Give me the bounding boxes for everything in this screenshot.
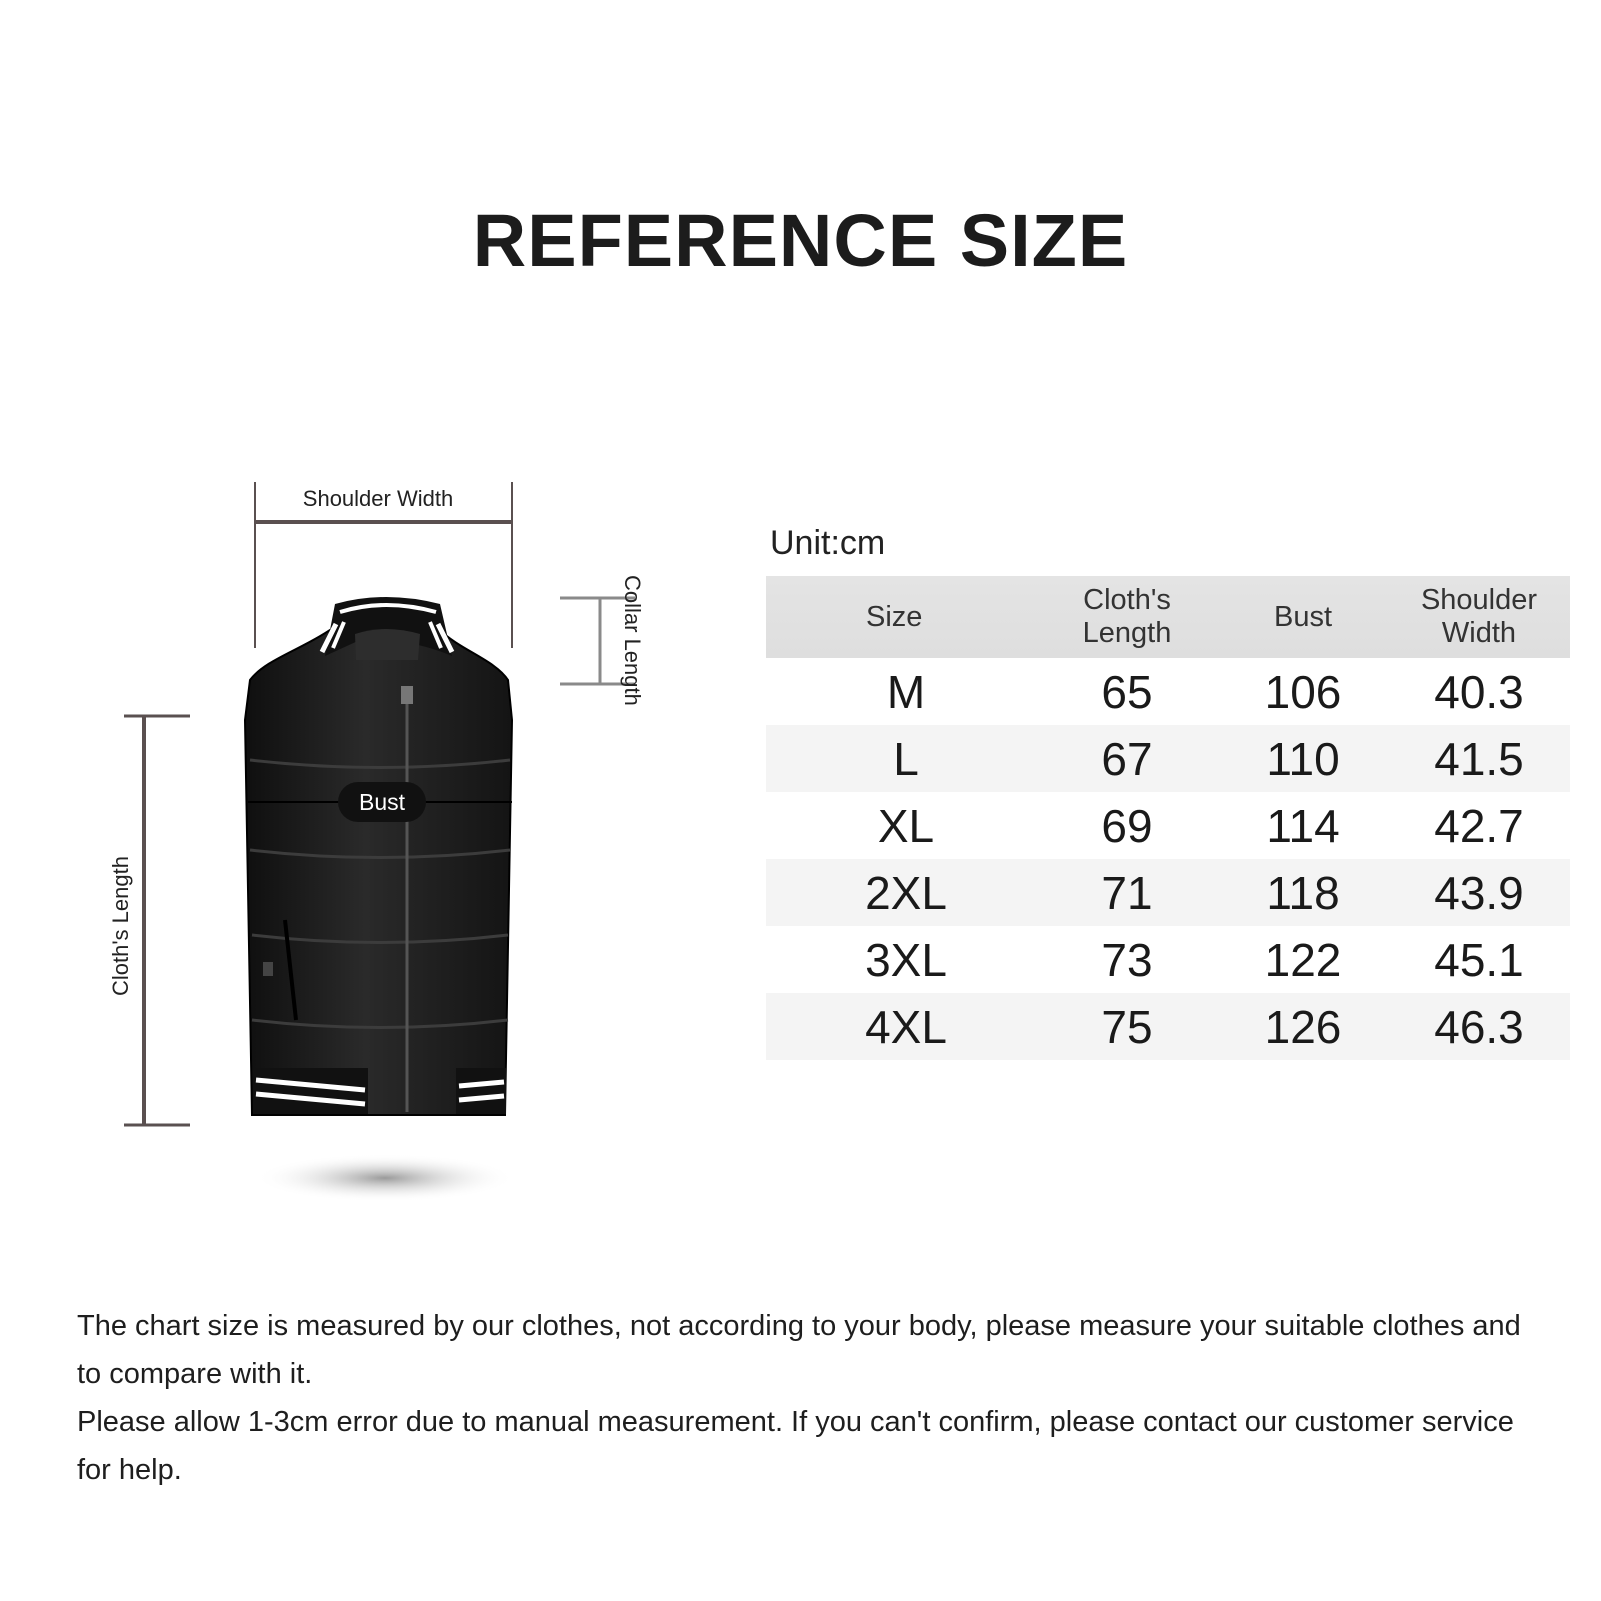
table-row — [766, 993, 1570, 1060]
cell-cloth-length: 67 — [1101, 732, 1153, 785]
cell-bust: 110 — [1266, 732, 1340, 785]
cell-size: L — [893, 732, 919, 785]
zipper-pull — [401, 686, 413, 704]
cell-cloth-length: 73 — [1101, 933, 1153, 986]
cell-shoulder-width: 41.5 — [1434, 732, 1524, 785]
cell-shoulder-width: 40.3 — [1434, 665, 1524, 718]
heat-button — [263, 962, 273, 976]
cell-cloth-length: 65 — [1101, 665, 1153, 718]
table-row — [766, 792, 1570, 859]
page-title: REFERENCE SIZE — [472, 199, 1129, 282]
cell-shoulder-width: 46.3 — [1434, 1000, 1524, 1053]
header-bust: Bust — [1273, 600, 1333, 633]
collar-length-label: Collar Length — [620, 575, 645, 706]
note-measurement: The chart size is measured by our clothes, not according to your body, please measure your suitable clothes and to compare with it. — [77, 1310, 1521, 1390]
cell-bust: 114 — [1266, 799, 1340, 852]
size-table — [766, 576, 1570, 1060]
table-header — [766, 576, 1570, 658]
vest-shadow — [255, 1154, 515, 1202]
header-cloth-length: Cloth's Length — [1082, 584, 1172, 649]
table-row — [766, 926, 1570, 993]
note-error-margin: Please allow 1-3cm error due to manual measurement. If you can't confirm, please contact our customer service for help. — [77, 1406, 1514, 1486]
table-row — [766, 859, 1570, 926]
cell-size: M — [886, 665, 926, 718]
cell-shoulder-width: 43.9 — [1434, 866, 1524, 919]
cell-cloth-length: 71 — [1101, 866, 1153, 919]
header-size: Size — [866, 600, 923, 633]
header-shoulder-width: Shoulder Width — [1420, 584, 1538, 649]
shoulder-width-label: Shoulder Width — [302, 486, 454, 511]
cell-bust: 122 — [1264, 933, 1342, 986]
unit-label: Unit:cm — [770, 524, 886, 562]
cell-shoulder-width: 45.1 — [1434, 933, 1524, 986]
cell-bust: 118 — [1266, 866, 1340, 919]
table-row — [766, 658, 1570, 725]
cell-size: 2XL — [865, 866, 947, 919]
cell-cloth-length: 75 — [1101, 1000, 1153, 1053]
vest-body — [245, 630, 512, 1115]
cell-cloth-length: 69 — [1101, 799, 1153, 852]
size-notes — [77, 1302, 1537, 1494]
cell-bust: 126 — [1264, 1000, 1342, 1053]
cloth-length-label: Cloth's Length — [108, 856, 133, 996]
cell-bust: 106 — [1264, 665, 1342, 718]
cell-size: 3XL — [865, 933, 947, 986]
cell-size: 4XL — [865, 1000, 947, 1053]
bust-label: Bust — [338, 782, 426, 822]
cell-size: XL — [877, 799, 935, 852]
table-row — [766, 725, 1570, 792]
cell-shoulder-width: 42.7 — [1434, 799, 1524, 852]
